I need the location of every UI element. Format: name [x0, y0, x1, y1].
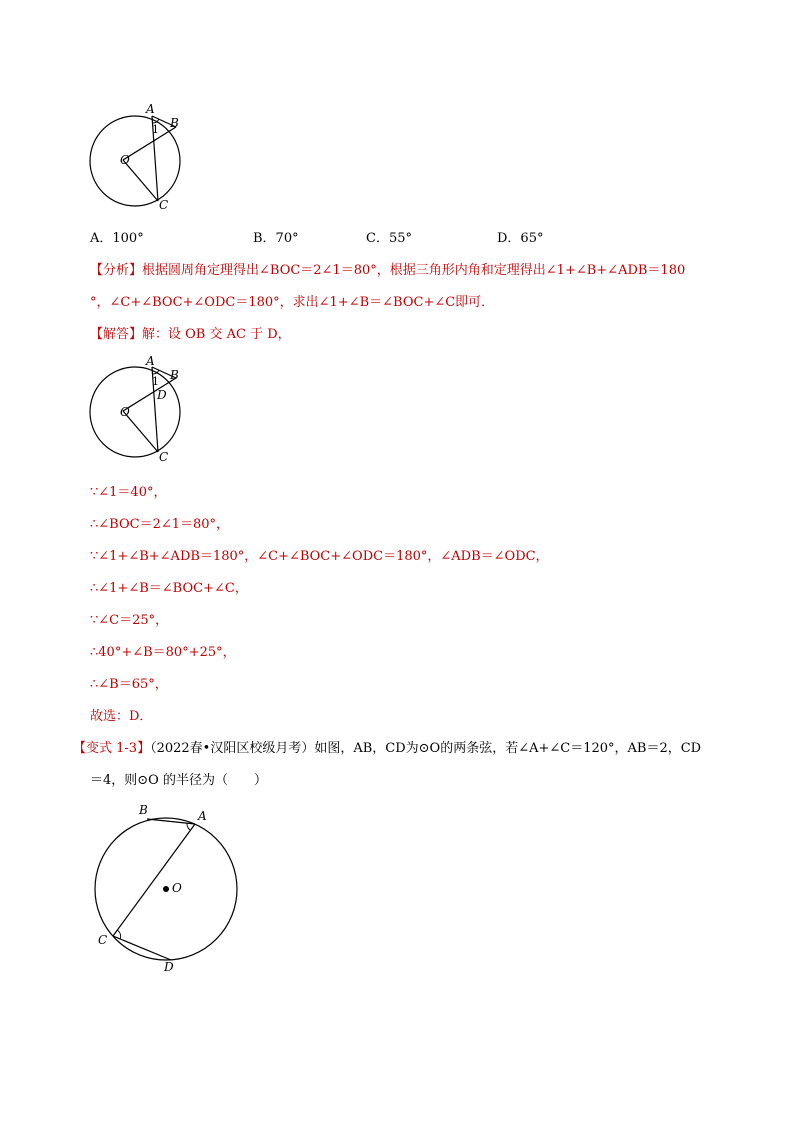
variant-tag: 【变式 1-3】	[73, 741, 151, 756]
option-c: C．55°	[366, 231, 412, 246]
option-d: D．65°	[497, 231, 544, 246]
step-1: ∵∠1＝40°，	[90, 485, 167, 500]
chord-AC	[113, 824, 195, 936]
analysis-line-1	[90, 263, 685, 279]
label-B: B	[170, 116, 179, 130]
label-B: B	[139, 803, 148, 817]
variant-line-1	[73, 741, 701, 757]
label-D: D	[164, 960, 174, 974]
chord-OB	[123, 127, 176, 160]
option-a: A．100°	[90, 231, 144, 246]
label-O: O	[120, 153, 130, 167]
analysis-text-1: 根据圆周角定理得出∠BOC＝2∠1＝80°，根据三角形内角和定理得出∠1+∠B+∠ADB＝180	[142, 263, 686, 278]
angle-A-arc	[187, 823, 190, 830]
solution-intro-text: 解：设 OB 交 AC 于 D，	[142, 327, 291, 342]
analysis-line-2: °，∠C+∠BOC+∠ODC＝180°，求出∠1+∠B＝∠BOC+∠C即可．	[90, 295, 495, 310]
label-C: C	[98, 933, 108, 947]
solution-tag: 【解答】	[90, 327, 143, 342]
step-6: ∴40°+∠B＝80°+25°，	[90, 645, 236, 660]
variant-text-1: （2022春•汉阳区校级月考）如图，AB，CD为⊙O的两条弦，若∠A+∠C＝120°，AB＝2，CD	[150, 741, 702, 756]
option-b: B．70°	[253, 231, 299, 246]
step-7: ∴∠B＝65°，	[90, 677, 168, 692]
solution-intro	[90, 327, 291, 343]
circle-outline	[90, 367, 180, 457]
circle-outline	[90, 116, 180, 206]
answer: 故选：D．	[90, 709, 153, 724]
step-2: ∴∠BOC＝2∠1＝80°，	[90, 517, 230, 532]
label-D: D	[157, 388, 167, 402]
label-B: B	[170, 368, 179, 382]
label-A: A	[146, 354, 155, 368]
step-5: ∵∠C＝25°，	[90, 613, 169, 628]
circle-figure-2	[80, 355, 210, 470]
label-A: A	[146, 102, 155, 116]
analysis-tag: 【分析】	[90, 263, 143, 278]
label-O: O	[120, 405, 130, 419]
chord-OB	[123, 378, 176, 411]
center-point-O	[163, 886, 169, 892]
label-O: O	[172, 881, 182, 895]
circle-figure-1	[80, 100, 210, 215]
label-C: C	[159, 198, 169, 212]
step-3: ∵∠1+∠B+∠ADB＝180°，∠C+∠BOC+∠ODC＝180°，∠ADB＝∠ODC，	[90, 549, 549, 564]
label-angle-1: 1	[152, 375, 159, 388]
label-C: C	[159, 450, 169, 464]
label-A: A	[198, 809, 207, 823]
variant-line-2: ＝4，则⊙O 的半径为（ ）	[90, 773, 267, 788]
step-4: ∴∠1+∠B＝∠BOC+∠C，	[90, 581, 248, 596]
label-angle-1: 1	[152, 123, 159, 136]
circle-figure-3	[85, 810, 255, 980]
